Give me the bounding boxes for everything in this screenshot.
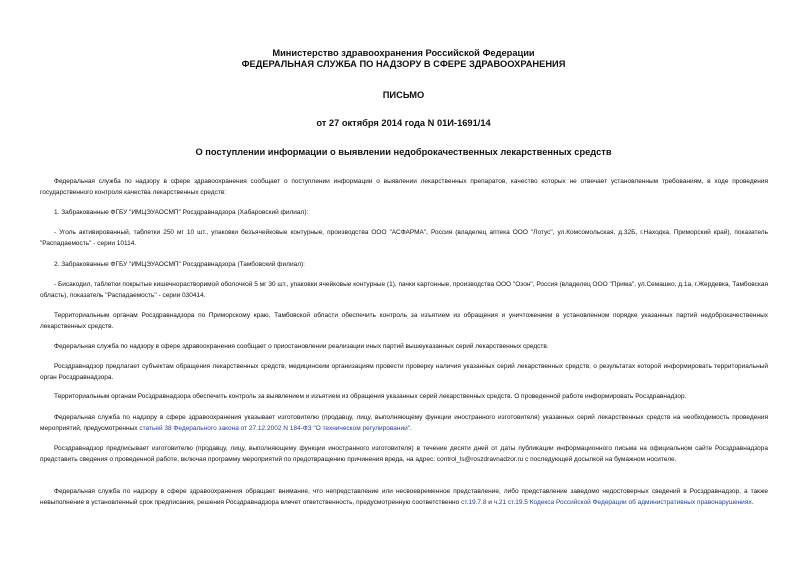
paragraph-text: Федеральная служба по надзору в сфере здравоохранения обращает внимание, что непредставление или несвоевременное представление, либо представление заведомо недостоверных сведений в Росздравнадзор, а также невыполнение в установленный срок предписания, решения Росздравнадзора влечет ответственность, предусмотренную соответственно [40, 488, 768, 506]
paragraph-text: и [486, 498, 494, 506]
paragraph-territorial-control [40, 311, 768, 332]
paragraph-text: . [751, 498, 754, 506]
paragraph-text: Федеральная служба по надзору в сфере здравоохранения указывает изготовителю (продавцу, лицу, выполняющему функции иностранного изготовителя) указанных серий лекарственных средств на необходимость проведения мероприятий, предусмотренных [40, 414, 768, 432]
paragraph-text: Территориальным органам Росздравнадзора по Приморскому краю, Тамбовской области обеспечить контроль за изъятием из обращения и уничтожением в установленном порядке указанных партий недоброкачественных лекарственных средств. [40, 312, 768, 330]
paragraph-suspension [40, 342, 768, 353]
paragraph-liability [40, 487, 768, 508]
service-name: ФЕДЕРАЛЬНАЯ СЛУЖБА ПО НАДЗОРУ В СФЕРЕ ЗДРАВООХРАНЕНИЯ [241, 59, 566, 69]
code-article-link[interactable]: ст.19.7.8 [461, 498, 487, 506]
paragraph-text: 1. Забракованные ФГБУ "ИМЦЭУАОСМП" Росздравнадзора (Хабаровский филиал): [54, 209, 309, 216]
paragraph-text: Территориальным органам Росздравнадзора обеспечить контроль за выявлением и изъятием из обращения указанных серий лекарственных средств. О проведенной работе информировать Росздравнадзор. [54, 393, 687, 400]
paragraph-text: Федеральная служба по надзору в сфере здравоохранения сообщает о поступлении информации о выявлении лекарственных препаратов, качество которых не отвечает установленным требованиям, в ходе проведения государственного контроля качества лекарственных средств: [40, 178, 768, 196]
document-title: О поступлении информации о выявлении недоброкачественных лекарственных средств [195, 147, 612, 157]
paragraph-item-2-detail [40, 280, 768, 301]
paragraph-check-proposal [40, 362, 768, 383]
document-type: ПИСЬМО [382, 90, 425, 100]
paragraph-manufacturer-order [40, 444, 768, 465]
paragraph-withdrawal-control [40, 392, 768, 403]
paragraph-text: . [410, 424, 412, 432]
paragraph-text: 2. Забракованные ФГБУ "ИМЦЭУАОСМП" Росздравнадзора (Тамбовский филиал): [54, 261, 305, 268]
paragraph-item-1 [40, 208, 768, 219]
paragraph-text: Федеральная служба по надзору в сфере здравоохранения сообщает о приостановлении реализации иных партий вышеуказанных серий лекарственных средств. [54, 343, 549, 350]
paragraph-item-2 [40, 260, 768, 271]
law-article-link[interactable]: статьей 38 Федерального закона от 27.12.2002 N 184-ФЗ "О техническом регулировании" [139, 424, 411, 432]
paragraph-item-1-detail [40, 228, 768, 249]
document-date-number: от 27 октября 2014 года N 01И-1691/14 [316, 118, 491, 128]
paragraph-intro [40, 177, 768, 198]
paragraph-text: - Бисакодил, таблетки покрытые кишечнорастворимой оболочкой 5 мг 30 шт., упаковки ячейковые контурные (1), пачки картонные, производства ООО "Озон", Россия (владелец ООО "Прима", ул.Семашко, д.1а, г.Жердевка, Тамбовская область), показатель "Распадаемость" - серии 030414. [40, 281, 768, 299]
administrative-code-link[interactable]: ч.21 ст.19.5 Кодекса Российской Федерации об административных правонарушениях [493, 498, 752, 506]
paragraph-manufacturer-measures [40, 413, 768, 434]
ministry-name: Министерство здравоохранения Российской Федерации [272, 48, 535, 58]
paragraph-text: Росздравнадзор предлагает субъектам обращения лекарственных средств, медицинским организациям провести проверку наличия указанных серий лекарственных средств, о результатах которой информировать территориальный орган Росздравнадзора. [40, 363, 768, 381]
paragraph-text: - Уголь активированный, таблетки 250 мг 10 шт., упаковки безъячейковые контурные, производства ООО "АСФАРМА", Россия (владелец аптека ООО "Лотус", ул.Комсомольская, д.32Б, г.Находка, Приморский край), показатель "Распадаемость" - серии 10114. [40, 229, 768, 247]
paragraph-text: Росздравнадзор предписывает изготовителю (продавцу, лицу, выполняющему функции иностранного изготовителя) в течение десяти дней от даты публикации информационного письма на официальном сайте Росздравнадзора представить сведения о проведенной работе, включая программу мероприятий по предотвращению причинения вреда, на адрес: control_ls@roszdravnadzor.ru с последующей досылкой на бумажном носителе. [40, 445, 768, 463]
